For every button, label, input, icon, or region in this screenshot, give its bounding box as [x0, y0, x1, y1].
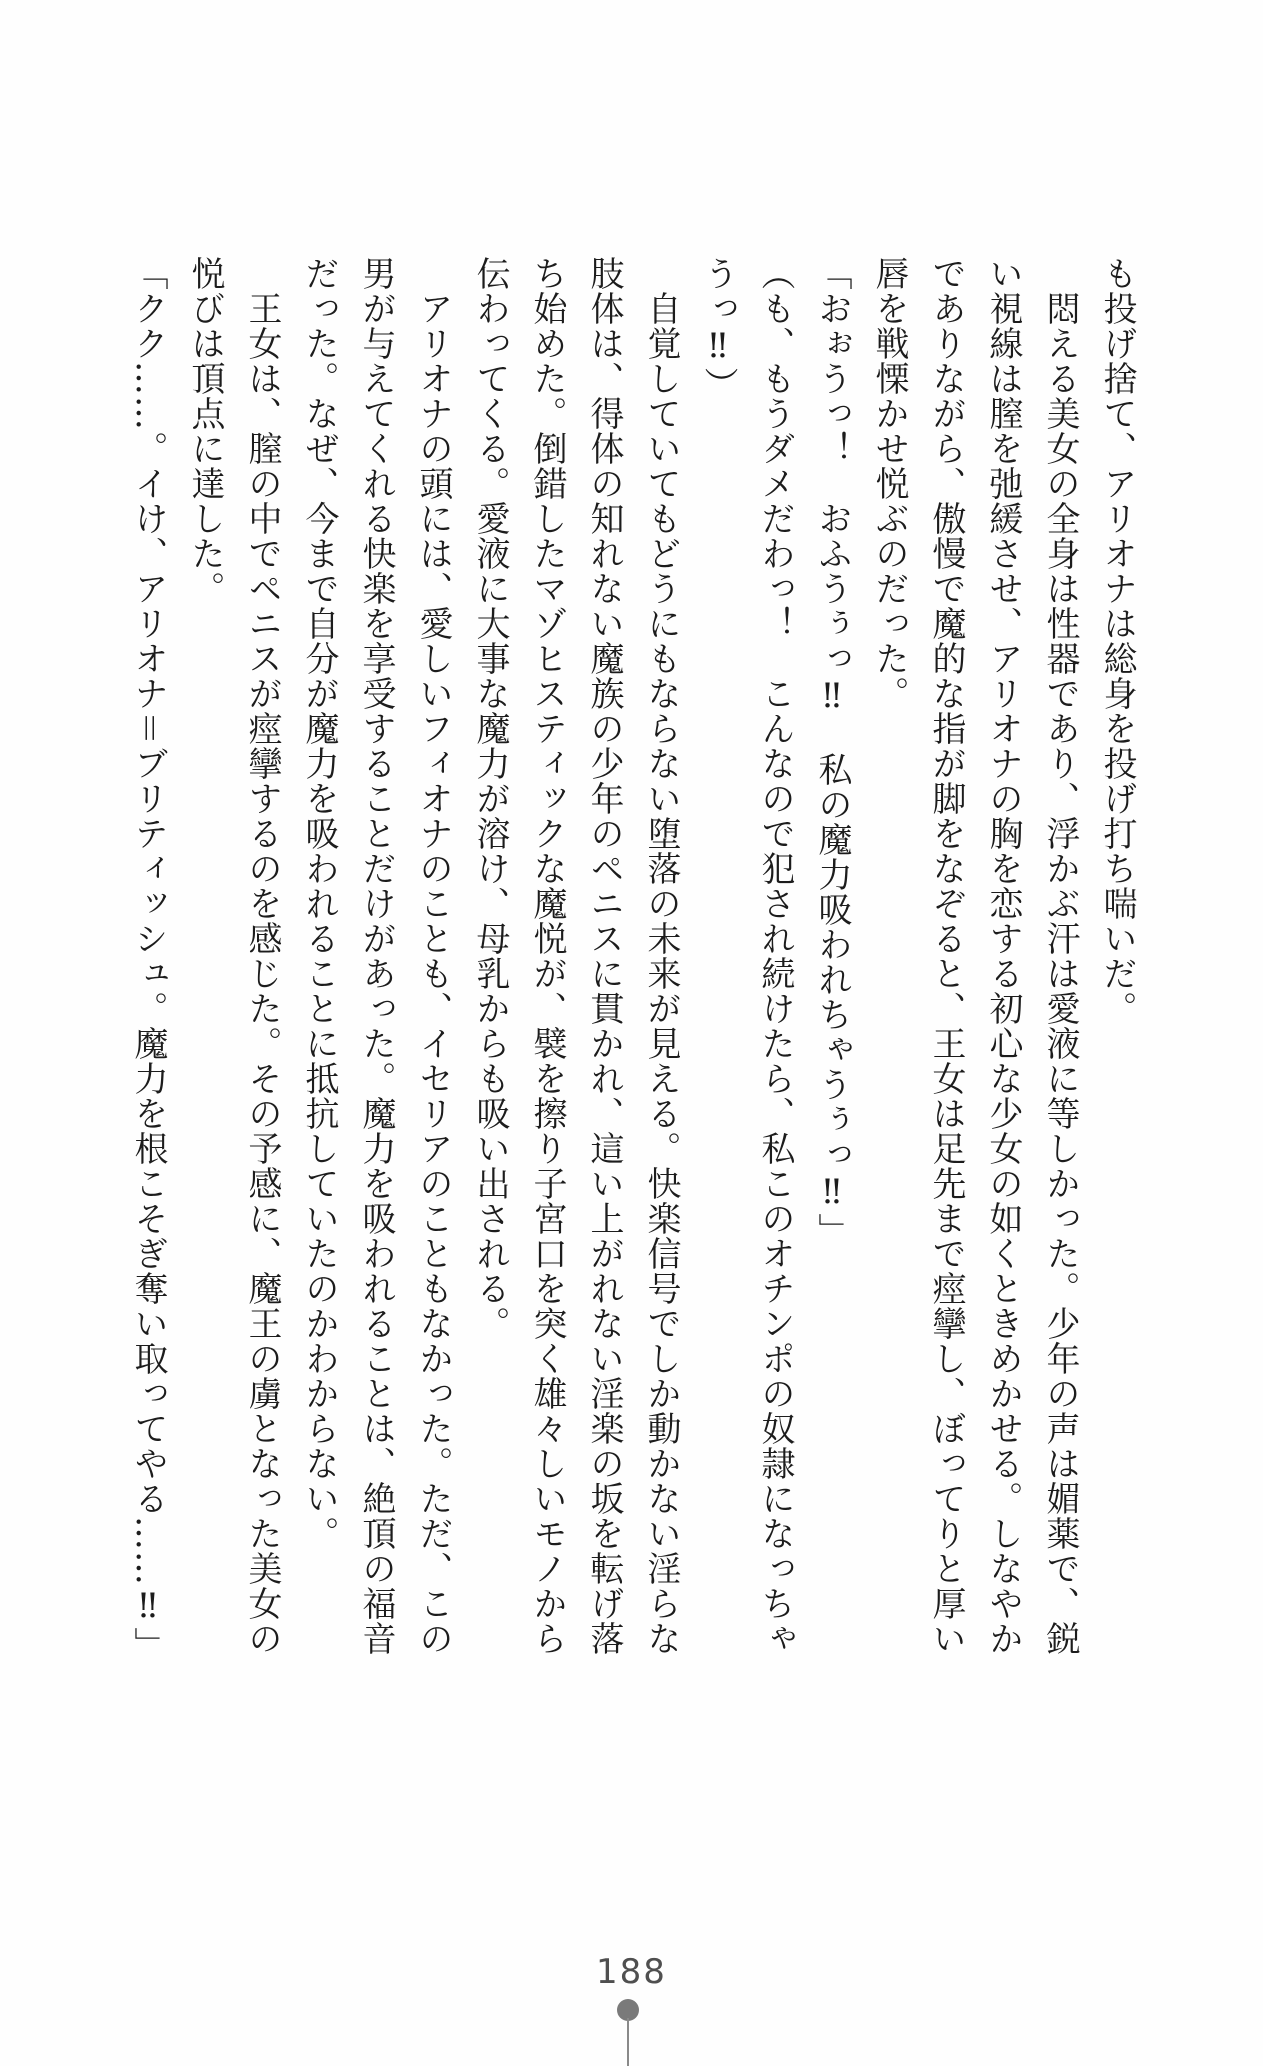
text-column: 唇を戦慄かせ悦ぶのだった。: [869, 256, 909, 711]
text-column: 王女は、膣の中でペニスが痙攣するのを感じた。その予感に、魔王の虜となった美女の: [242, 256, 282, 1656]
page-number: 188: [596, 1952, 667, 1992]
text-column: （も、もうダメだわっ！ こんなので犯され続けたら、私このオチンポの奴隷になっちゃ: [755, 256, 795, 1656]
text-column: 伝わってくる。愛液に大事な魔力が溶け、母乳からも吸い出される。: [470, 256, 510, 1341]
vertical-text-block: [119, 256, 1145, 1662]
text-column: アリオナの頭には、愛しいフィオナのことも、イセリアのこともなかった。ただ、この: [413, 256, 453, 1656]
text-column: い視線は膣を弛緩させ、アリオナの胸を恋する初心な少女の如くときめかせる。しなやか: [983, 256, 1023, 1656]
text-column: でありながら、傲慢で魔的な指が脚をなぞると、王女は足先まで痙攣し、ぼってりと厚い: [926, 256, 966, 1656]
text-column: 「おぉうっ！ おふうぅっ‼ 私の魔力吸われちゃうぅっ‼」: [812, 256, 852, 1248]
page-ornament-line: [627, 2018, 629, 2066]
text-column: も投げ捨て、アリオナは総身を投げ打ち喘いだ。: [1097, 256, 1137, 1026]
text-column: 悦びは頂点に達した。: [185, 256, 225, 606]
text-column: 男が与えてくれる快楽を享受することだけがあった。魔力を吸われることは、絶頂の福音: [356, 256, 396, 1656]
text-column: うっ‼）: [698, 256, 738, 402]
text-column: 自覚していてもどうにもならない堕落の未来が見える。快楽信号でしか動かない淫らな: [641, 256, 681, 1656]
text-column: 肢体は、得体の知れない魔族の少年のペニスに貫かれ、這い上がれない淫楽の坂を転げ落: [584, 256, 624, 1656]
text-column: 悶える美女の全身は性器であり、浮かぶ汗は愛液に等しかった。少年の声は媚薬で、鋭: [1040, 256, 1080, 1656]
text-column: ち始めた。倒錯したマゾヒスティックな魔悦が、襞を擦り子宮口を突く雄々しいモノから: [527, 256, 567, 1656]
text-column: 「クク……。イけ、アリオナ＝ブリティッシュ。魔力を根こそぎ奪い取ってやる……‼」: [128, 256, 168, 1662]
text-column: だった。なぜ、今まで自分が魔力を吸われることに抵抗していたのかわからない。: [299, 256, 339, 1551]
